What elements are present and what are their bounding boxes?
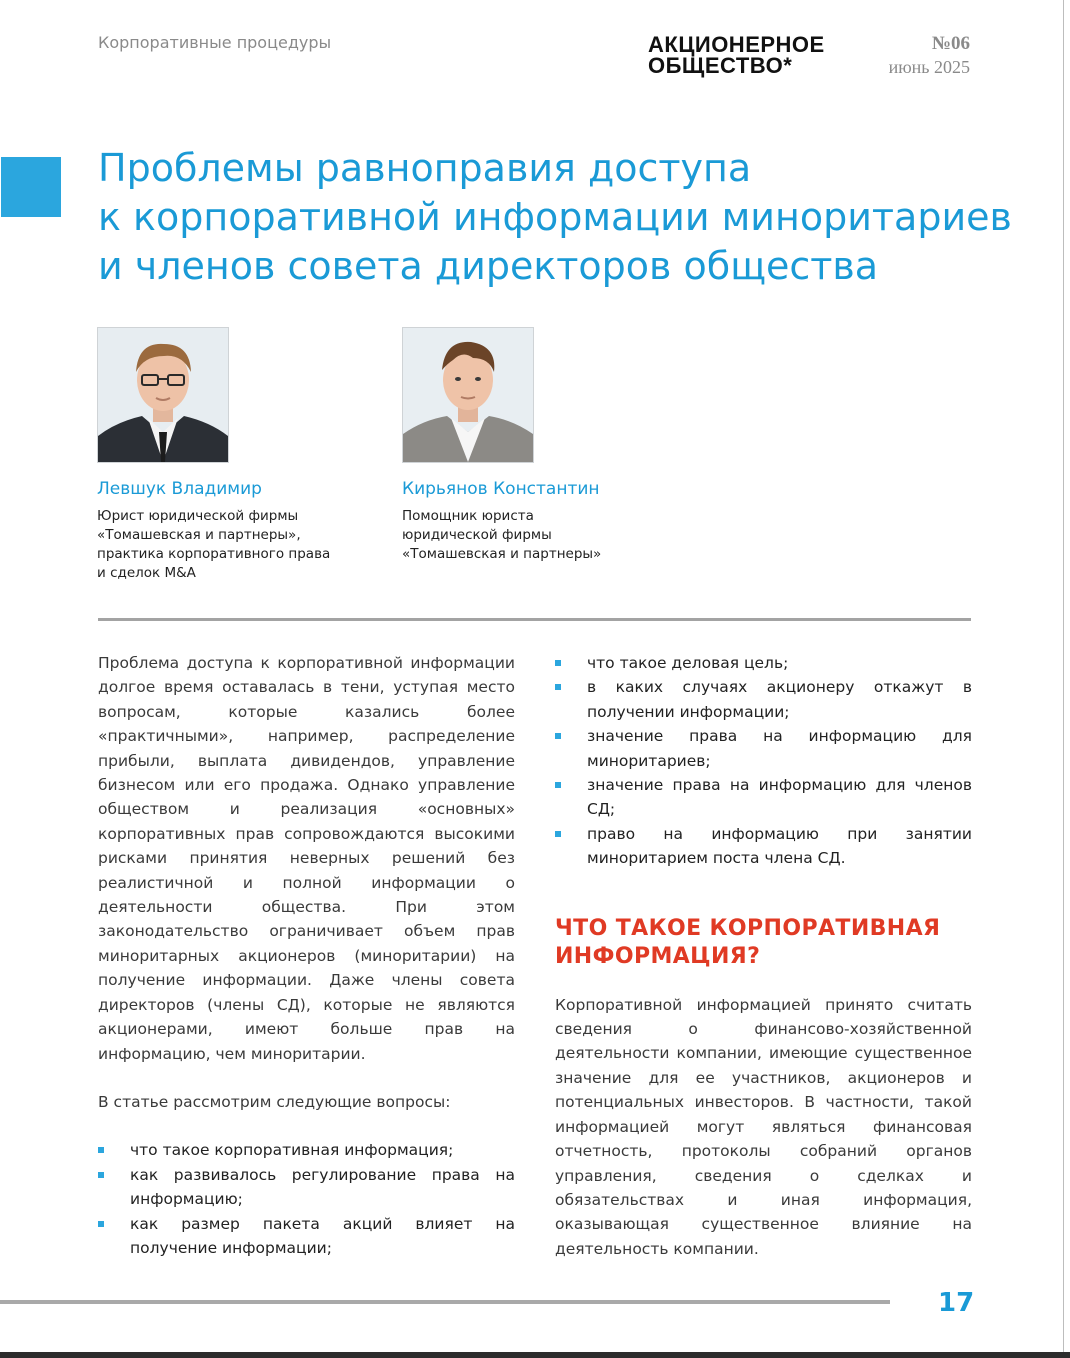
list-item: значение права на информацию для миноритариев; (555, 724, 972, 773)
title-line: Проблемы равноправия доступа (98, 146, 752, 190)
list-item: как размер пакета акций влияет на получение информации; (98, 1212, 515, 1261)
author-role (402, 507, 672, 564)
list-item: что такое корпоративная информация; (98, 1138, 515, 1162)
accent-square (1, 157, 61, 217)
footer-rule (0, 1300, 890, 1304)
title-line: к корпоративной информации миноритариев (98, 195, 1012, 239)
title-line: и членов совета директоров общества (98, 244, 879, 288)
section-heading: ЧТО ТАКОЕ КОРПОРАТИВНАЯ ИНФОРМАЦИЯ? (555, 915, 941, 969)
author-role-line: и сделок M&A (97, 565, 196, 581)
right-column (555, 651, 972, 1261)
author-role-line: Помощник юриста (402, 508, 534, 524)
questions-lead: В статье рассмотрим следующие вопросы: (98, 1092, 451, 1111)
page-bottom-edge (0, 1352, 1070, 1358)
issue-info (889, 33, 970, 79)
logo-line-2: ОБЩЕСТВО* (648, 53, 793, 78)
person-portrait-icon (98, 328, 228, 462)
author-role-line: «Томашевская и партнеры» (402, 546, 602, 562)
page-number: 17 (938, 1288, 975, 1318)
list-item: значение права на информацию для членов СД; (555, 773, 972, 822)
author-card (402, 327, 672, 564)
logo-line-1: АКЦИОНЕРНОЕ (648, 32, 825, 57)
author-role-line: Юрист юридической фирмы (97, 508, 299, 524)
issue-number: №06 (931, 33, 970, 54)
author-role-line: «Томашевская и партнеры», (97, 527, 301, 543)
intro-paragraph: Проблема доступа к корпоративной информации долгое время оставалась в тени, уступая место вопросам, которые казались более «практичными», например, распределение прибыли, выплата дивидендов, управление бизнесом или его продажа. Однако управление обществом и реализация «основных» корпоративных прав сопровождаются высокими рисками принятия неверных решений без реалистичной и полной информации о деятельности общества. При этом законодательство ограничивает объем прав миноритарных акционеров (миноритарии) на получение информации. Даже члены совета директоров (члены СД), которые не являются акционерами, имеют больше прав на информацию, чем миноритарии. (98, 654, 515, 1063)
questions-list (98, 1138, 515, 1260)
author-role-line: юридической фирмы (402, 527, 552, 543)
author-role-line: практика корпоративного права (97, 546, 331, 562)
list-item: в каких случаях акционеру откажут в получении информации; (555, 675, 972, 724)
list-item: право на информацию при занятии миноритарием поста члена СД. (555, 822, 972, 871)
left-column (98, 651, 515, 1260)
author-name: Левшук Владимир (97, 479, 262, 499)
author-name: Кирьянов Константин (402, 479, 600, 499)
person-portrait-icon (403, 328, 533, 462)
magazine-logo (648, 34, 825, 76)
issue-date: июнь 2025 (888, 57, 970, 77)
list-item: как развивалось регулирование права на информацию; (98, 1163, 515, 1212)
author-role (97, 507, 367, 583)
list-item: что такое деловая цель; (555, 651, 972, 675)
article-title (98, 144, 1012, 291)
page-edge (1063, 0, 1064, 1358)
author-photo (97, 327, 229, 463)
section-paragraph: Корпоративной информацией принято считать сведения о финансово-хозяйственной деятельности компании, имеющие существенное значение для ее участников, акционеров и потенциальных инвесторов. В частности, такой информацией могут являться финансовая отчетность, протоколы собраний органов управления, сведения о сделках и обязательствах и иная информация, оказывающая существенное влияние на деятельность компании. (555, 995, 972, 1258)
section-divider (98, 618, 971, 621)
questions-list-continued (555, 651, 972, 871)
author-card (97, 327, 367, 583)
section-label: Корпоративные процедуры (98, 33, 332, 52)
author-photo (402, 327, 534, 463)
